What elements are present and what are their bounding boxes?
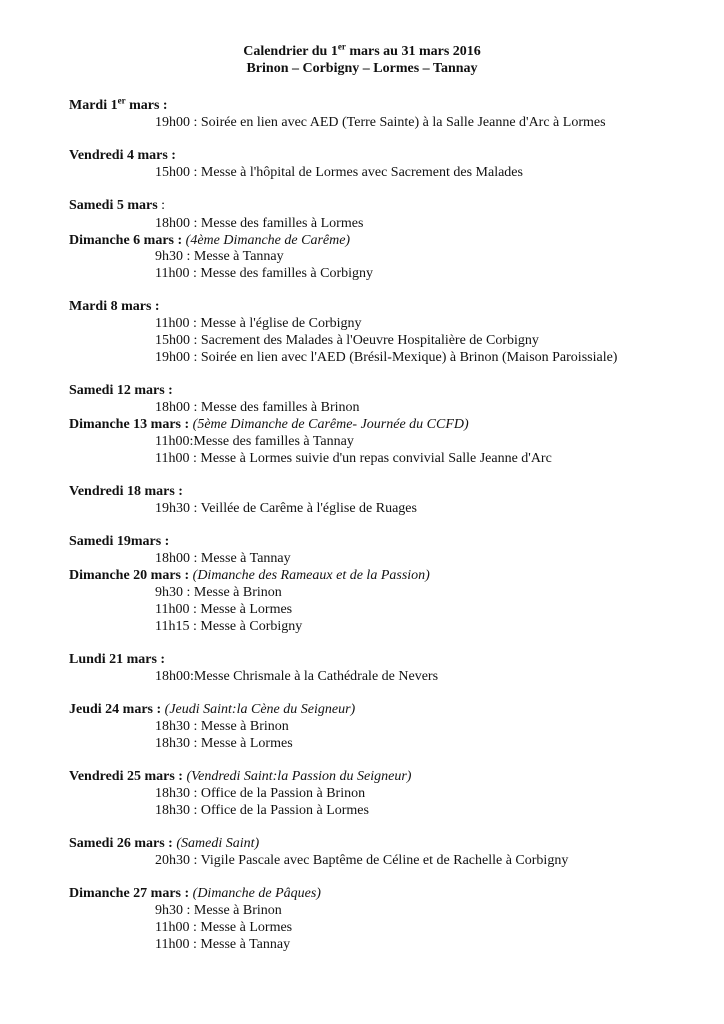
day-heading xyxy=(69,568,430,584)
day-name: Lundi 21 mars : xyxy=(69,652,166,667)
day-heading xyxy=(69,886,321,902)
day-name: Samedi 12 mars : xyxy=(69,383,173,398)
day-note: (Jeudi Saint:la Cène du Seigneur) xyxy=(161,702,356,717)
event-line: 11h00:Messe des familles à Tannay xyxy=(155,434,354,449)
day-name: Samedi 19mars : xyxy=(69,534,170,549)
day-heading xyxy=(69,148,176,164)
event-line: 18h00:Messe Chrismale à la Cathédrale de Nevers xyxy=(155,669,439,684)
calendar-title xyxy=(0,41,724,60)
event-line: 19h00 : Soirée en lien avec l'AED (Brésil-Mexique) à Brinon (Maison Paroissiale) xyxy=(155,350,618,365)
event-line: 11h00 : Messe à l'église de Corbigny xyxy=(155,316,362,331)
day-name: Dimanche 13 mars : xyxy=(69,417,190,432)
day-heading xyxy=(69,836,259,852)
day-heading xyxy=(69,484,183,500)
day-heading xyxy=(69,534,169,550)
event-line: 11h00 : Messe à Lormes xyxy=(155,920,293,935)
event-line: 9h30 : Messe à Brinon xyxy=(155,585,282,600)
event-line: 15h00 : Sacrement des Malades à l'Oeuvre Hospitalière de Corbigny xyxy=(155,333,539,348)
day-name: Samedi 26 mars : xyxy=(69,836,173,851)
event-line: 15h00 : Messe à l'hôpital de Lormes avec Sacrement des Malades xyxy=(155,165,523,180)
day-note: (Samedi Saint) xyxy=(172,836,260,851)
day-name: Dimanche 6 mars : xyxy=(69,233,183,248)
event-line: 11h00 : Messe des familles à Corbigny xyxy=(155,266,374,281)
day-note: (Vendredi Saint:la Passion du Seigneur) xyxy=(182,769,412,784)
day-heading xyxy=(69,702,355,718)
day-name: Mardi 1er mars : xyxy=(69,95,168,113)
day-heading xyxy=(69,769,411,785)
event-line: 18h30 : Messe à Brinon xyxy=(155,719,289,734)
day-heading xyxy=(69,299,160,315)
title-text: Calendrier du 1 xyxy=(243,44,338,59)
event-line: 18h30 : Messe à Lormes xyxy=(155,736,293,751)
event-line: 18h00 : Messe des familles à Brinon xyxy=(155,400,360,415)
day-name: Jeudi 24 mars : xyxy=(69,702,162,717)
day-note: (4ème Dimanche de Carême) xyxy=(182,233,351,248)
event-line: 11h00 : Messe à Lormes suivie d'un repas convivial Salle Jeanne d'Arc xyxy=(155,451,552,466)
day-note: (Dimanche de Pâques) xyxy=(189,886,321,901)
calendar-subtitle: Brinon – Corbigny – Lormes – Tannay xyxy=(246,61,478,76)
event-line: 11h15 : Messe à Corbigny xyxy=(155,619,303,634)
day-name: Vendredi 4 mars : xyxy=(69,148,176,163)
day-heading xyxy=(69,417,469,433)
event-line: 11h00 : Messe à Lormes xyxy=(155,602,293,617)
day-note: (Dimanche des Rameaux et de la Passion) xyxy=(189,568,430,583)
day-heading xyxy=(69,198,165,214)
event-line: 18h00 : Messe des familles à Lormes xyxy=(155,216,364,231)
day-note: (5ème Dimanche de Carême- Journée du CCFD) xyxy=(189,417,469,432)
title-text-end: mars au 31 mars 2016 xyxy=(345,44,481,59)
event-line: 18h30 : Office de la Passion à Brinon xyxy=(155,786,366,801)
event-line: 11h00 : Messe à Tannay xyxy=(155,937,291,952)
title-superscript: er xyxy=(337,41,346,52)
day-heading xyxy=(69,95,168,114)
event-line: 9h30 : Messe à Brinon xyxy=(155,903,282,918)
day-name-colon: : xyxy=(157,198,166,213)
day-heading xyxy=(69,383,173,399)
event-line: 19h00 : Soirée en lien avec AED (Terre Sainte) à la Salle Jeanne d'Arc à Lormes xyxy=(155,115,606,130)
day-heading xyxy=(69,652,165,668)
event-line: 19h30 : Veillée de Carême à l'église de Ruages xyxy=(155,501,417,516)
event-line: 9h30 : Messe à Tannay xyxy=(155,249,284,264)
day-name: Dimanche 20 mars : xyxy=(69,568,190,583)
day-name: Vendredi 25 mars : xyxy=(69,769,183,784)
day-name: Samedi 5 mars xyxy=(69,198,158,213)
day-name: Dimanche 27 mars : xyxy=(69,886,190,901)
day-name: Mardi 8 mars : xyxy=(69,299,160,314)
day-name: Vendredi 18 mars : xyxy=(69,484,183,499)
event-line: 20h30 : Vigile Pascale avec Baptême de Céline et de Rachelle à Corbigny xyxy=(155,853,569,868)
event-line: 18h30 : Office de la Passion à Lormes xyxy=(155,803,369,818)
day-heading xyxy=(69,233,350,249)
event-line: 18h00 : Messe à Tannay xyxy=(155,551,291,566)
